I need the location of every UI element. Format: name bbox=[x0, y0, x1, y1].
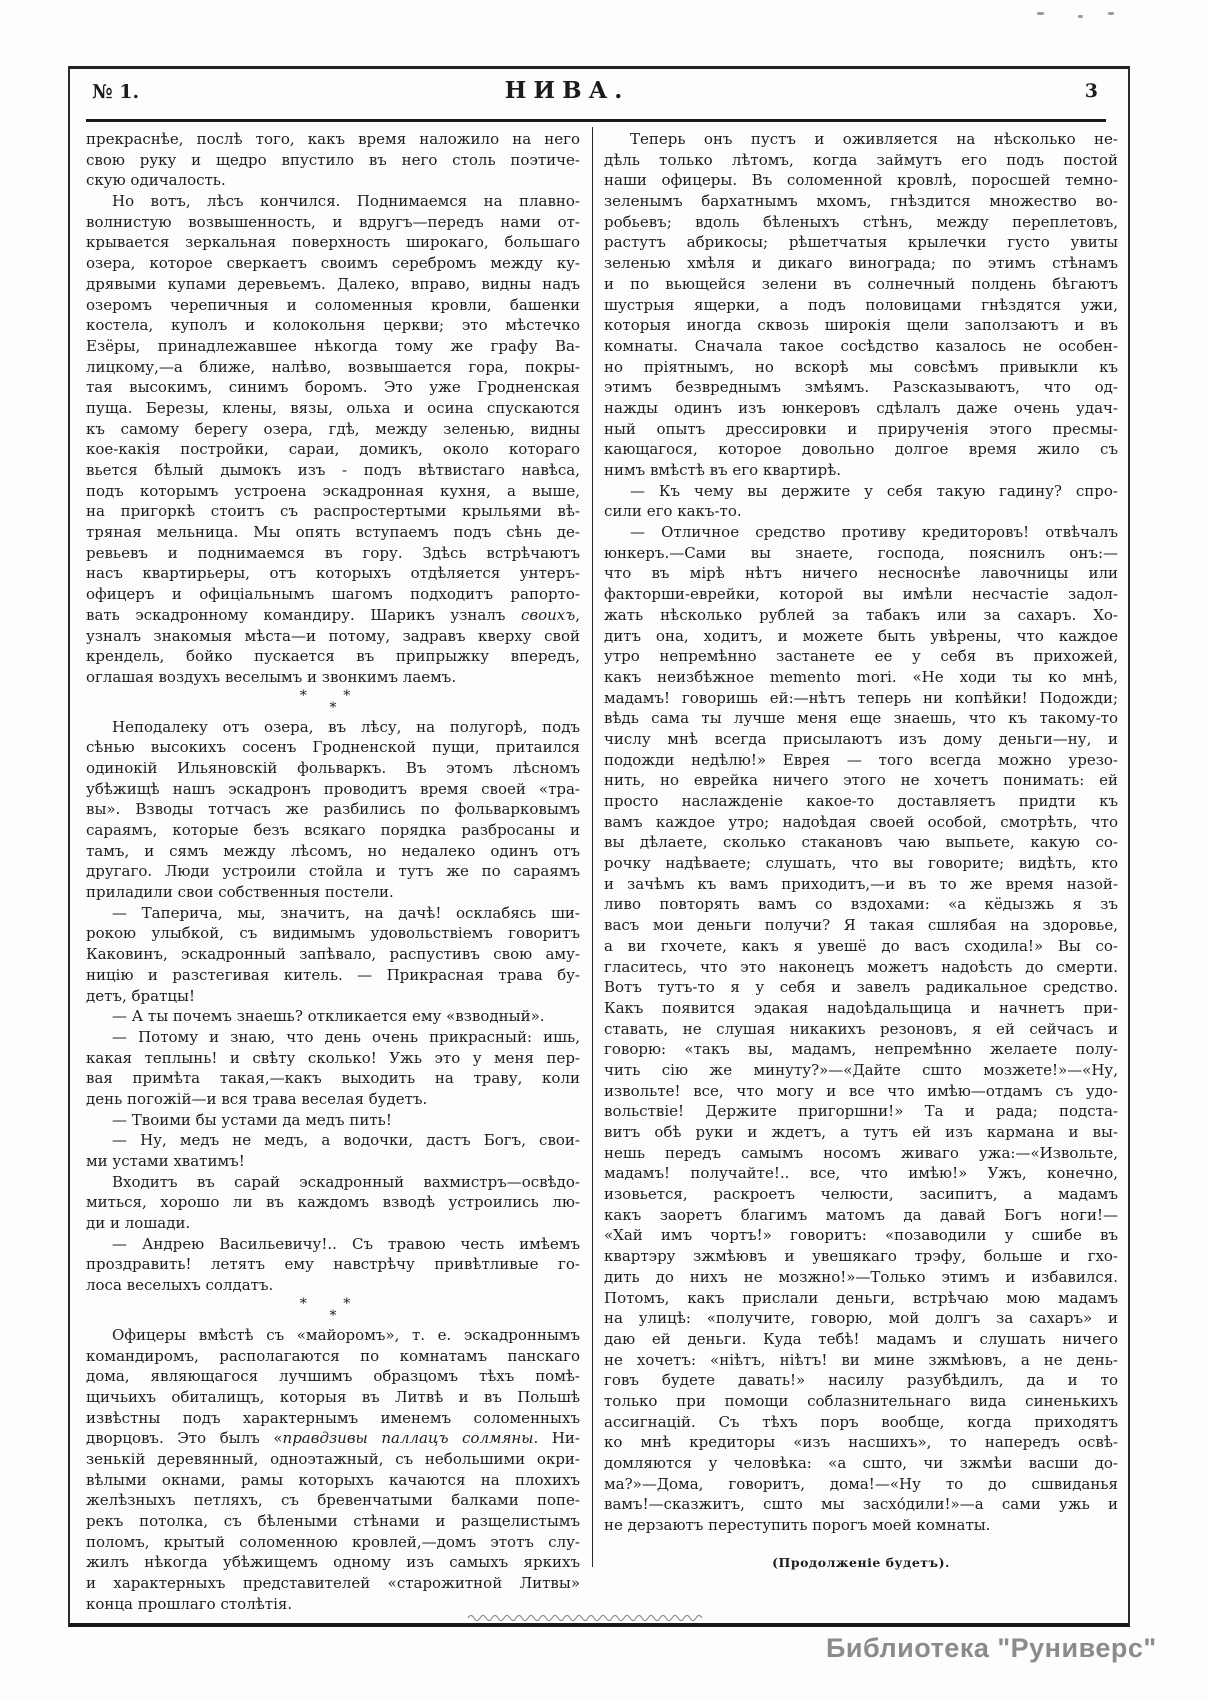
text-line: этимъ безвреднымъ змѣямъ. Разсказываютъ, что од- bbox=[604, 378, 1118, 397]
text-line: мадамъ! получайте!.. все, что имѣю!» Ужъ, конечно, bbox=[604, 1164, 1118, 1183]
text-line: извольте! все, что могу и все что имѣю—отдамъ съ удо- bbox=[604, 1081, 1118, 1100]
text-line: но пріятнымъ, но вскорѣ мы совсѣмъ привыкли къ bbox=[604, 357, 1118, 376]
text-line: дома, являющагося лучшимъ образцомъ тѣхъ помѣ- bbox=[86, 1367, 580, 1386]
text-line: Какъ появится эдакая надоѣдальщица и начнетъ при- bbox=[604, 998, 1118, 1017]
text-line: пуща. Березы, клены, вязы, ольха и осина спускаются bbox=[86, 398, 580, 417]
text-line: юнкеръ.—Сами вы знаете, господа, пояснилъ онъ:— bbox=[604, 543, 1118, 562]
text-line: озера, которое сверкаетъ своимъ серебромъ между ку- bbox=[86, 254, 580, 273]
text-line: только при помощи соблазнительнаго вида синенькихъ bbox=[604, 1391, 1118, 1410]
paragraph bbox=[604, 522, 1118, 1536]
text-line: наши офицеры. Въ соломенной кровлѣ, поросшей темно- bbox=[604, 171, 1118, 190]
text-line: вольствіе! Держите пригоршни!» Та и рада; подста- bbox=[604, 1102, 1118, 1121]
text-line: Входитъ въ сарай эскадронный вахмистръ—освѣдо- bbox=[112, 1172, 580, 1191]
text-line: рочку надѣваете; слушать, что вы говорите; видѣть, кто bbox=[604, 854, 1118, 873]
text-line: вамъ каждое утро; надоѣдая своей особой, смотрѣть, что bbox=[604, 812, 1118, 831]
text-line: — А ты почемъ знаешь? откликается ему «взводный». bbox=[112, 1007, 545, 1026]
text-line: извѣстны подъ характернымъ именемъ соломенныхъ bbox=[86, 1408, 580, 1427]
text-line: желѣзныхъ петляхъ, съ бревенчатыми балками попе- bbox=[86, 1491, 580, 1510]
paragraph bbox=[604, 481, 1118, 522]
right-column bbox=[604, 129, 1118, 1573]
text-line: дитъ она, ходитъ, и можете быть увѣрены, что каждое bbox=[604, 626, 1118, 645]
text-line: вать эскадронному командиру. Шарикъ узналъ своихъ, bbox=[86, 605, 580, 624]
asterism-separator: * * * bbox=[299, 687, 367, 716]
text-line: и характерныхъ представителей «старожитной Литвы» bbox=[86, 1574, 580, 1593]
text-line: изовьется, раскроетъ челюсти, засипитъ, а мадамъ bbox=[604, 1185, 1118, 1204]
text-line: приладили свои собственныя постели. bbox=[86, 883, 394, 902]
text-line: нимъ вмѣстѣ въ его квартирѣ. bbox=[604, 461, 842, 479]
text-line: рекъ потолка, съ бѣлеными стѣнами и разщелистымъ bbox=[86, 1512, 580, 1530]
text-line: рокою улыбкой, съ видимымъ удовольствіемъ говоритъ bbox=[86, 924, 580, 943]
text-line: на пригоркѣ стоитъ съ распростертыми крыльями вѣ- bbox=[86, 502, 580, 521]
text-line: — Андрею Васильевичу!.. Съ травою честь имѣемъ bbox=[112, 1234, 580, 1253]
text-line: жать нѣсколько рублей за табакъ или за сахаръ. Хо- bbox=[604, 605, 1118, 624]
column-divider-rule bbox=[592, 127, 593, 1567]
text-line: одинокій Ильяновскій фольваркъ. Въ этомъ лѣсномъ bbox=[86, 758, 580, 777]
text-line: растутъ абрикосы; рѣшетчатыя крылечки густо увиты bbox=[604, 233, 1118, 252]
text-line: лоса веселыхъ солдатъ. bbox=[86, 1276, 274, 1295]
text-line: «Хай имъ чортъ!» говоритъ: «позаводили у сшибе въ bbox=[604, 1226, 1118, 1245]
text-line: факторши-еврейки, которой вы имѣли несчастіе задол- bbox=[604, 585, 1118, 604]
text-line: миться, хорошо ли въ каждомъ взводѣ устроились лю- bbox=[86, 1193, 580, 1212]
text-line: ницію и разстегивая китель. — Прикрасная трава бу- bbox=[86, 965, 580, 984]
text-line: дворцовъ. Это былъ «правдзивы паллацъ солмяны. Ни- bbox=[86, 1429, 580, 1448]
text-line: къ самому берегу озера, гдѣ, между зеленью, видны bbox=[86, 419, 580, 438]
text-line: сѣнью высокихъ сосенъ Гродненской пущи, притаился bbox=[86, 738, 580, 757]
text-line: жилъ нѣкогда убѣжищемъ одному изъ самыхъ яркихъ bbox=[86, 1553, 580, 1572]
text-line: ставать, не слушая никакихъ резоновъ, я ей сейчасъ и bbox=[604, 1019, 1118, 1038]
text-line: ди и лошади. bbox=[86, 1214, 191, 1233]
text-line: ревьевъ и поднимаемся въ гору. Здѣсь встрѣчаютъ bbox=[86, 543, 580, 562]
text-line: убѣжищѣ нашъ эскадронъ проводитъ время своей «тра- bbox=[86, 779, 580, 798]
text-line: ми устами хватимъ! bbox=[86, 1152, 245, 1170]
text-line: васъ мои деньги получи? Я такая сшлябая на здоровье, bbox=[604, 916, 1118, 935]
text-line: гласитесь, что это наконецъ можетъ надоѣсть до смерти. bbox=[604, 957, 1118, 976]
text-line: а ви гхочете, какъ я увешё до васъ сходила!» Вы со- bbox=[604, 936, 1118, 955]
text-line: вамъ!—сказжитъ, сшто мы засхо́дили!»—а сами ужь и bbox=[604, 1495, 1118, 1514]
paragraph bbox=[86, 1027, 580, 1110]
text-line: зенькій деревянный, одноэтажный, съ небольшими окри- bbox=[86, 1449, 580, 1468]
text-line: крендель, бойко пускается въ припрыжку впередъ, bbox=[86, 647, 580, 666]
paragraph bbox=[86, 1110, 580, 1131]
text-line: даю ей деньги. Куда тебѣ! мадамъ и слушать ничего bbox=[604, 1329, 1118, 1348]
left-column bbox=[86, 129, 580, 1614]
scan-speck bbox=[1037, 12, 1044, 15]
text-line: Потомъ, какъ прислали деньги, встрѣчаю мою мадамъ bbox=[604, 1288, 1118, 1307]
text-line: кающагося, которое довольно долгое время жило съ bbox=[604, 440, 1118, 459]
text-line: — Потому и знаю, что день очень прикрасный: ишь, bbox=[112, 1027, 580, 1046]
text-line: кое-какія постройки, сараи, домикъ, около котораго bbox=[86, 440, 580, 459]
paragraph bbox=[86, 1130, 580, 1171]
text-line: Офицеры вмѣстѣ съ «майоромъ», т. е. эскадроннымъ bbox=[112, 1325, 580, 1344]
text-line: ко мнѣ кредиторы «изъ насшихъ», то напередъ освѣ- bbox=[604, 1433, 1118, 1452]
paragraph bbox=[86, 191, 580, 688]
text-line: дрявыми купами деревьемъ. Далеко, вправо, видны надъ bbox=[86, 274, 580, 293]
text-line: другаго. Люди устроили стойла и тутъ же по сараямъ bbox=[86, 862, 580, 881]
text-line: командиромъ, располагаются по комнатамъ панскаго bbox=[86, 1346, 580, 1365]
text-line: Неподалеку отъ озера, въ лѣсу, на полугорѣ, подъ bbox=[112, 717, 580, 736]
text-line: конца прошлаго столѣтія. bbox=[86, 1594, 293, 1613]
text-line: офицеръ и офиціальнымъ шагомъ подходитъ рапорто- bbox=[86, 585, 580, 604]
text-line: вы дѣлаете, сколько стакановъ чаю выпьете, какую со- bbox=[604, 833, 1118, 852]
text-line: — Ну, медъ не медъ, а водочки, дастъ Богъ, свои- bbox=[112, 1131, 580, 1150]
text-line: что въ мірѣ нѣтъ ничего несноснѣе лавочницы или bbox=[604, 564, 1118, 583]
text-line: тамъ, и сямъ между лѣсомъ, но недалеко одинъ отъ bbox=[86, 841, 580, 860]
text-line: — Отличное средство противу кредиторовъ! отвѣчалъ bbox=[630, 523, 1118, 542]
header-rule bbox=[86, 119, 1106, 122]
end-flourish-squiggle bbox=[467, 1611, 703, 1623]
text-line: сили его какъ-то. bbox=[604, 502, 742, 521]
issue-number: № 1. bbox=[92, 81, 140, 103]
text-line: комнаты. Сначала такое сосѣдство казалось не особен- bbox=[604, 336, 1118, 355]
text-line: детъ, братцы! bbox=[86, 986, 195, 1005]
text-line: Езёры, принадлежавшее нѣкогда тому же графу Ва- bbox=[86, 336, 580, 355]
paragraph bbox=[86, 1234, 580, 1296]
text-line: крывается зеркальная поверхность широкаго, большаго bbox=[86, 233, 580, 252]
text-line: оглашая воздухъ веселымъ и звонкимъ лаемъ. bbox=[86, 667, 457, 686]
text-line: дить до нихъ не мозжно!»—Только этимъ и избавился. bbox=[604, 1267, 1118, 1286]
text-line: скую одичалость. bbox=[86, 171, 226, 190]
text-line: — Таперича, мы, значитъ, на дачѣ! осклабясь ши- bbox=[112, 903, 580, 922]
text-line: волнистую возвышенность, и вдругъ—передъ нами от- bbox=[86, 212, 580, 231]
masthead-title: НИВА. bbox=[504, 77, 630, 104]
page-frame bbox=[68, 66, 1130, 1627]
text-line: говорю: «такъ вы, мадамъ, непремѣнно желаете полу- bbox=[604, 1040, 1118, 1059]
text-line: квартэру зжмѣювъ и увешякаго трэфу, больше и гхо- bbox=[604, 1247, 1118, 1266]
text-line: шустрыя ящерки, а подъ половицами гнѣздятся ужи, bbox=[604, 295, 1118, 314]
text-line: на улицѣ: «получите, говорю, мой долгъ за сахаръ» и bbox=[604, 1309, 1118, 1328]
text-line: робьевъ; вдоль бѣленыхъ стѣнъ, между переплетовъ, bbox=[604, 212, 1118, 231]
text-line: Вотъ тутъ-то я у себя и завелъ радикальное средство. bbox=[604, 978, 1118, 997]
text-line: озеромъ черепичныя и соломенныя кровли, башенки bbox=[86, 295, 580, 314]
text-line: — Твоими бы устами да медъ пить! bbox=[112, 1110, 392, 1129]
text-line: ливо повторять вамъ со вздохами: «а кёдызжь я зъ bbox=[604, 895, 1118, 914]
text-line: числу мнѣ всегда присылаютъ изъ дому деньги—ну, и bbox=[604, 729, 1118, 748]
paragraph bbox=[86, 129, 580, 191]
continuation-note: (Продолженіе будетъ). bbox=[772, 1554, 950, 1570]
text-line: утро непремѣнно застанете ее у себя въ прихожей, bbox=[604, 647, 1118, 666]
text-line: насъ квартирьеры, отъ которыхъ отдѣляется унтеръ- bbox=[86, 564, 580, 583]
text-line: не хочетъ: «ніѣтъ, ніѣтъ! ви мине зжмѣювъ, а не день- bbox=[604, 1350, 1118, 1369]
text-line: Каковинъ, эскадронный запѣвало, распустивъ свою аму- bbox=[86, 945, 580, 964]
paragraph bbox=[86, 1172, 580, 1234]
text-line: вы». Взводы тотчасъ же разбились по фольварковымъ bbox=[86, 800, 580, 819]
text-line: ассигнацій. Съ тѣхъ поръ вообще, когда приходятъ bbox=[604, 1412, 1118, 1431]
text-line: тая высокимъ, синимъ боромъ. Это уже Гродненская bbox=[86, 378, 580, 397]
text-line: костела, куполъ и колокольня церкви; это мѣстечко bbox=[86, 316, 580, 335]
asterism-separator: * * * bbox=[299, 1295, 367, 1324]
text-line: зеленымъ бархатнымъ мхомъ, гнѣздится множество во- bbox=[604, 192, 1118, 211]
text-line: Теперь онъ пустъ и оживляется на нѣсколько не- bbox=[630, 130, 1118, 148]
text-line: тряная мельница. Мы опять вступаемъ подъ сѣнь де- bbox=[86, 523, 580, 542]
scan-speck bbox=[1078, 15, 1083, 18]
text-line: просто наслажденіе какое-то доставляетъ придти къ bbox=[604, 792, 1118, 810]
text-line: прекраснѣе, послѣ того, какъ время наложило на него bbox=[86, 130, 580, 148]
paragraph bbox=[86, 903, 580, 1006]
text-line: чить сію же минуту?»—«Дайте сшто мозжете!»—«Ну, bbox=[604, 1060, 1118, 1079]
text-line: не дерзаютъ переступить порогъ моей комнаты. bbox=[604, 1516, 991, 1535]
text-line: вѣдь сама ты лучше меня еще знаешь, что къ такому-то bbox=[604, 709, 1118, 728]
text-line: ный опытъ дрессировки и прирученія этого пресмы- bbox=[604, 419, 1118, 438]
text-line: нажды одинъ изъ юнкеровъ сдѣлалъ даже очень удач- bbox=[604, 398, 1118, 417]
scan-speck bbox=[1108, 12, 1114, 15]
text-line: день погожій—и вся трава веселая будетъ. bbox=[86, 1089, 428, 1108]
text-line: лицкому,—а ближе, налѣво, возвышается гора, покры- bbox=[86, 357, 580, 376]
text-line: зеленью хмѣля и дикаго винограда; по этимъ стѣнамъ bbox=[604, 254, 1118, 273]
text-line: и по вьющейся зелени въ солнечный полдень бѣгаютъ bbox=[604, 274, 1118, 293]
paragraph bbox=[86, 1006, 580, 1027]
text-line: подожди недѣлю!» Еврея — того всегда можно урезо- bbox=[604, 750, 1118, 769]
text-line: нешь передъ самымъ носомъ живаго ужа:—«Извольте, bbox=[604, 1143, 1118, 1162]
text-line: какъ заоретъ благимъ матомъ да давай Богъ ноги!— bbox=[604, 1205, 1118, 1224]
text-line: дѣль только лѣтомъ, когда займутъ его подъ постой bbox=[604, 150, 1118, 169]
text-line: и зачѣмъ къ вамъ приходитъ,—и въ то же время назой- bbox=[604, 874, 1118, 893]
text-line: какая теплынь! и свѣту сколько! Ужь это у меня пер- bbox=[86, 1048, 580, 1067]
text-line: поломъ, крытый соломенною кровлей,—домъ этотъ слу- bbox=[86, 1532, 580, 1551]
text-line: узналъ знакомыя мѣста—и потому, задравъ кверху свой bbox=[86, 626, 580, 645]
text-line: какъ неизбѣжное memento mori. «Не ходи ты ко мнѣ, bbox=[604, 667, 1118, 686]
text-line: вьется бѣлый дымокъ изъ - подъ вѣтвистаго навѣса, bbox=[86, 461, 580, 479]
page-number: 3 bbox=[1084, 80, 1098, 102]
text-line: мадамъ! говоришь ей:—нѣтъ теперь ни копѣйки! Подожди; bbox=[604, 688, 1118, 707]
text-line: проздравить! летятъ ему навстрѣчу привѣтливые го- bbox=[86, 1255, 580, 1274]
paragraph bbox=[604, 129, 1118, 481]
text-line: свою руку и щедро впустило въ него столь поэтиче- bbox=[86, 150, 580, 169]
text-line: которыя иногда сквозь широкія щели заползаютъ и въ bbox=[604, 316, 1118, 335]
text-line: подъ которымъ устроена эскадронная кухня, а выше, bbox=[86, 481, 580, 500]
text-line: сараямъ, которые безъ всякаго порядка разбросаны и bbox=[86, 821, 580, 839]
text-line: домляются у человѣка: «а сшто, чи зжмѣи васши до- bbox=[604, 1454, 1118, 1472]
text-line: говъ будете давать!» насилу разубѣдилъ, да и то bbox=[604, 1371, 1118, 1390]
text-line: Но вотъ, лѣсъ кончился. Поднимаемся на плавно- bbox=[112, 192, 580, 211]
text-line: — Къ чему вы держите у себя такую гадину? спро- bbox=[630, 481, 1118, 500]
watermark: Библиотека "Руниверс" bbox=[826, 1633, 1157, 1663]
text-line: вая примѣта такая,—какъ выходить на траву, коли bbox=[86, 1069, 580, 1088]
text-line: вѣлыми окнами, рамы которыхъ качаются на плохихъ bbox=[86, 1470, 580, 1489]
text-line: ма?»—Дома, говоритъ, дома!—«Ну то до сшвиданья bbox=[604, 1474, 1118, 1493]
paragraph bbox=[86, 1325, 580, 1615]
text-line: витъ обѣ руки и ждетъ, а тутъ ей изъ кармана и вы- bbox=[604, 1123, 1118, 1141]
paragraph bbox=[86, 717, 580, 903]
text-line: щичьихъ обиталищъ, которыя въ Литвѣ и въ Польшѣ bbox=[86, 1387, 580, 1406]
text-line: нить, но еврейка ничего этого не хочетъ понимать: ей bbox=[604, 771, 1118, 790]
